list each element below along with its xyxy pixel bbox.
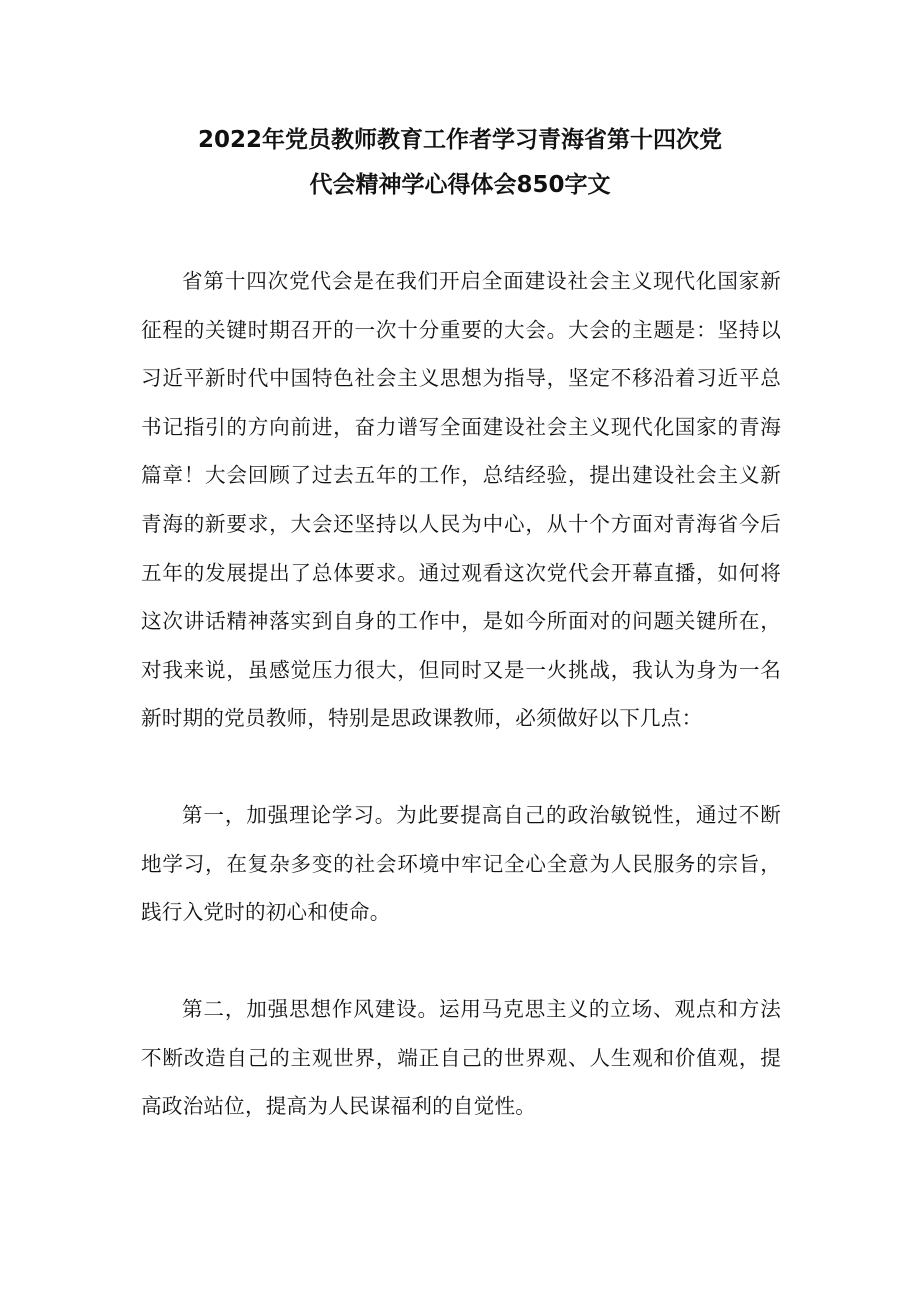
title-line-2: 代会精神学心得体会850字文: [309, 172, 611, 198]
title-line-1: 2022年党员教师教育工作者学习青海省第十四次党: [197, 127, 722, 153]
paragraph-intro: 省第十四次党代会是在我们开启全面建设社会主义现代化国家新征程的关键时期召开的一次十分重要的大会。大会的主题是：坚持以习近平新时代中国特色社会主义思想为指导，坚定不移沿着习近平总书记指引的方向前进，奋力谱写全面建设社会主义现代化国家的青海篇章！大会回顾了过去五年的工作，总结经验，提出建设社会主义新青海的新要求，大会还坚持以人民为中心，从十个方面对青海省今后五年的发展提出了总体要求。通过观看这次党代会开幕直播，如何将这次讲话精神落实到自身的工作中，是如今所面对的问题关键所在，对我来说，虽感觉压力很大，但同时又是一火挑战，我认为身为一名新时期的党员教师，特别是思政课教师，必须做好以下几点：: [141, 269, 781, 731]
document-title: [100, 118, 820, 208]
paragraph-point-one: 第一，加强理论学习。为此要提高自己的政治敏锐性，通过不断地学习，在复杂多变的社会环境中牢记全心全意为人民服务的宗旨，践行入党时的初心和使命。: [141, 803, 781, 925]
paragraph-point-two: 第二，加强思想作风建设。运用马克思主义的立场、观点和方法不断改造自己的主观世界，端正自己的世界观、人生观和价值观，提高政治站位，提高为人民谋福利的自觉性。: [141, 997, 781, 1119]
